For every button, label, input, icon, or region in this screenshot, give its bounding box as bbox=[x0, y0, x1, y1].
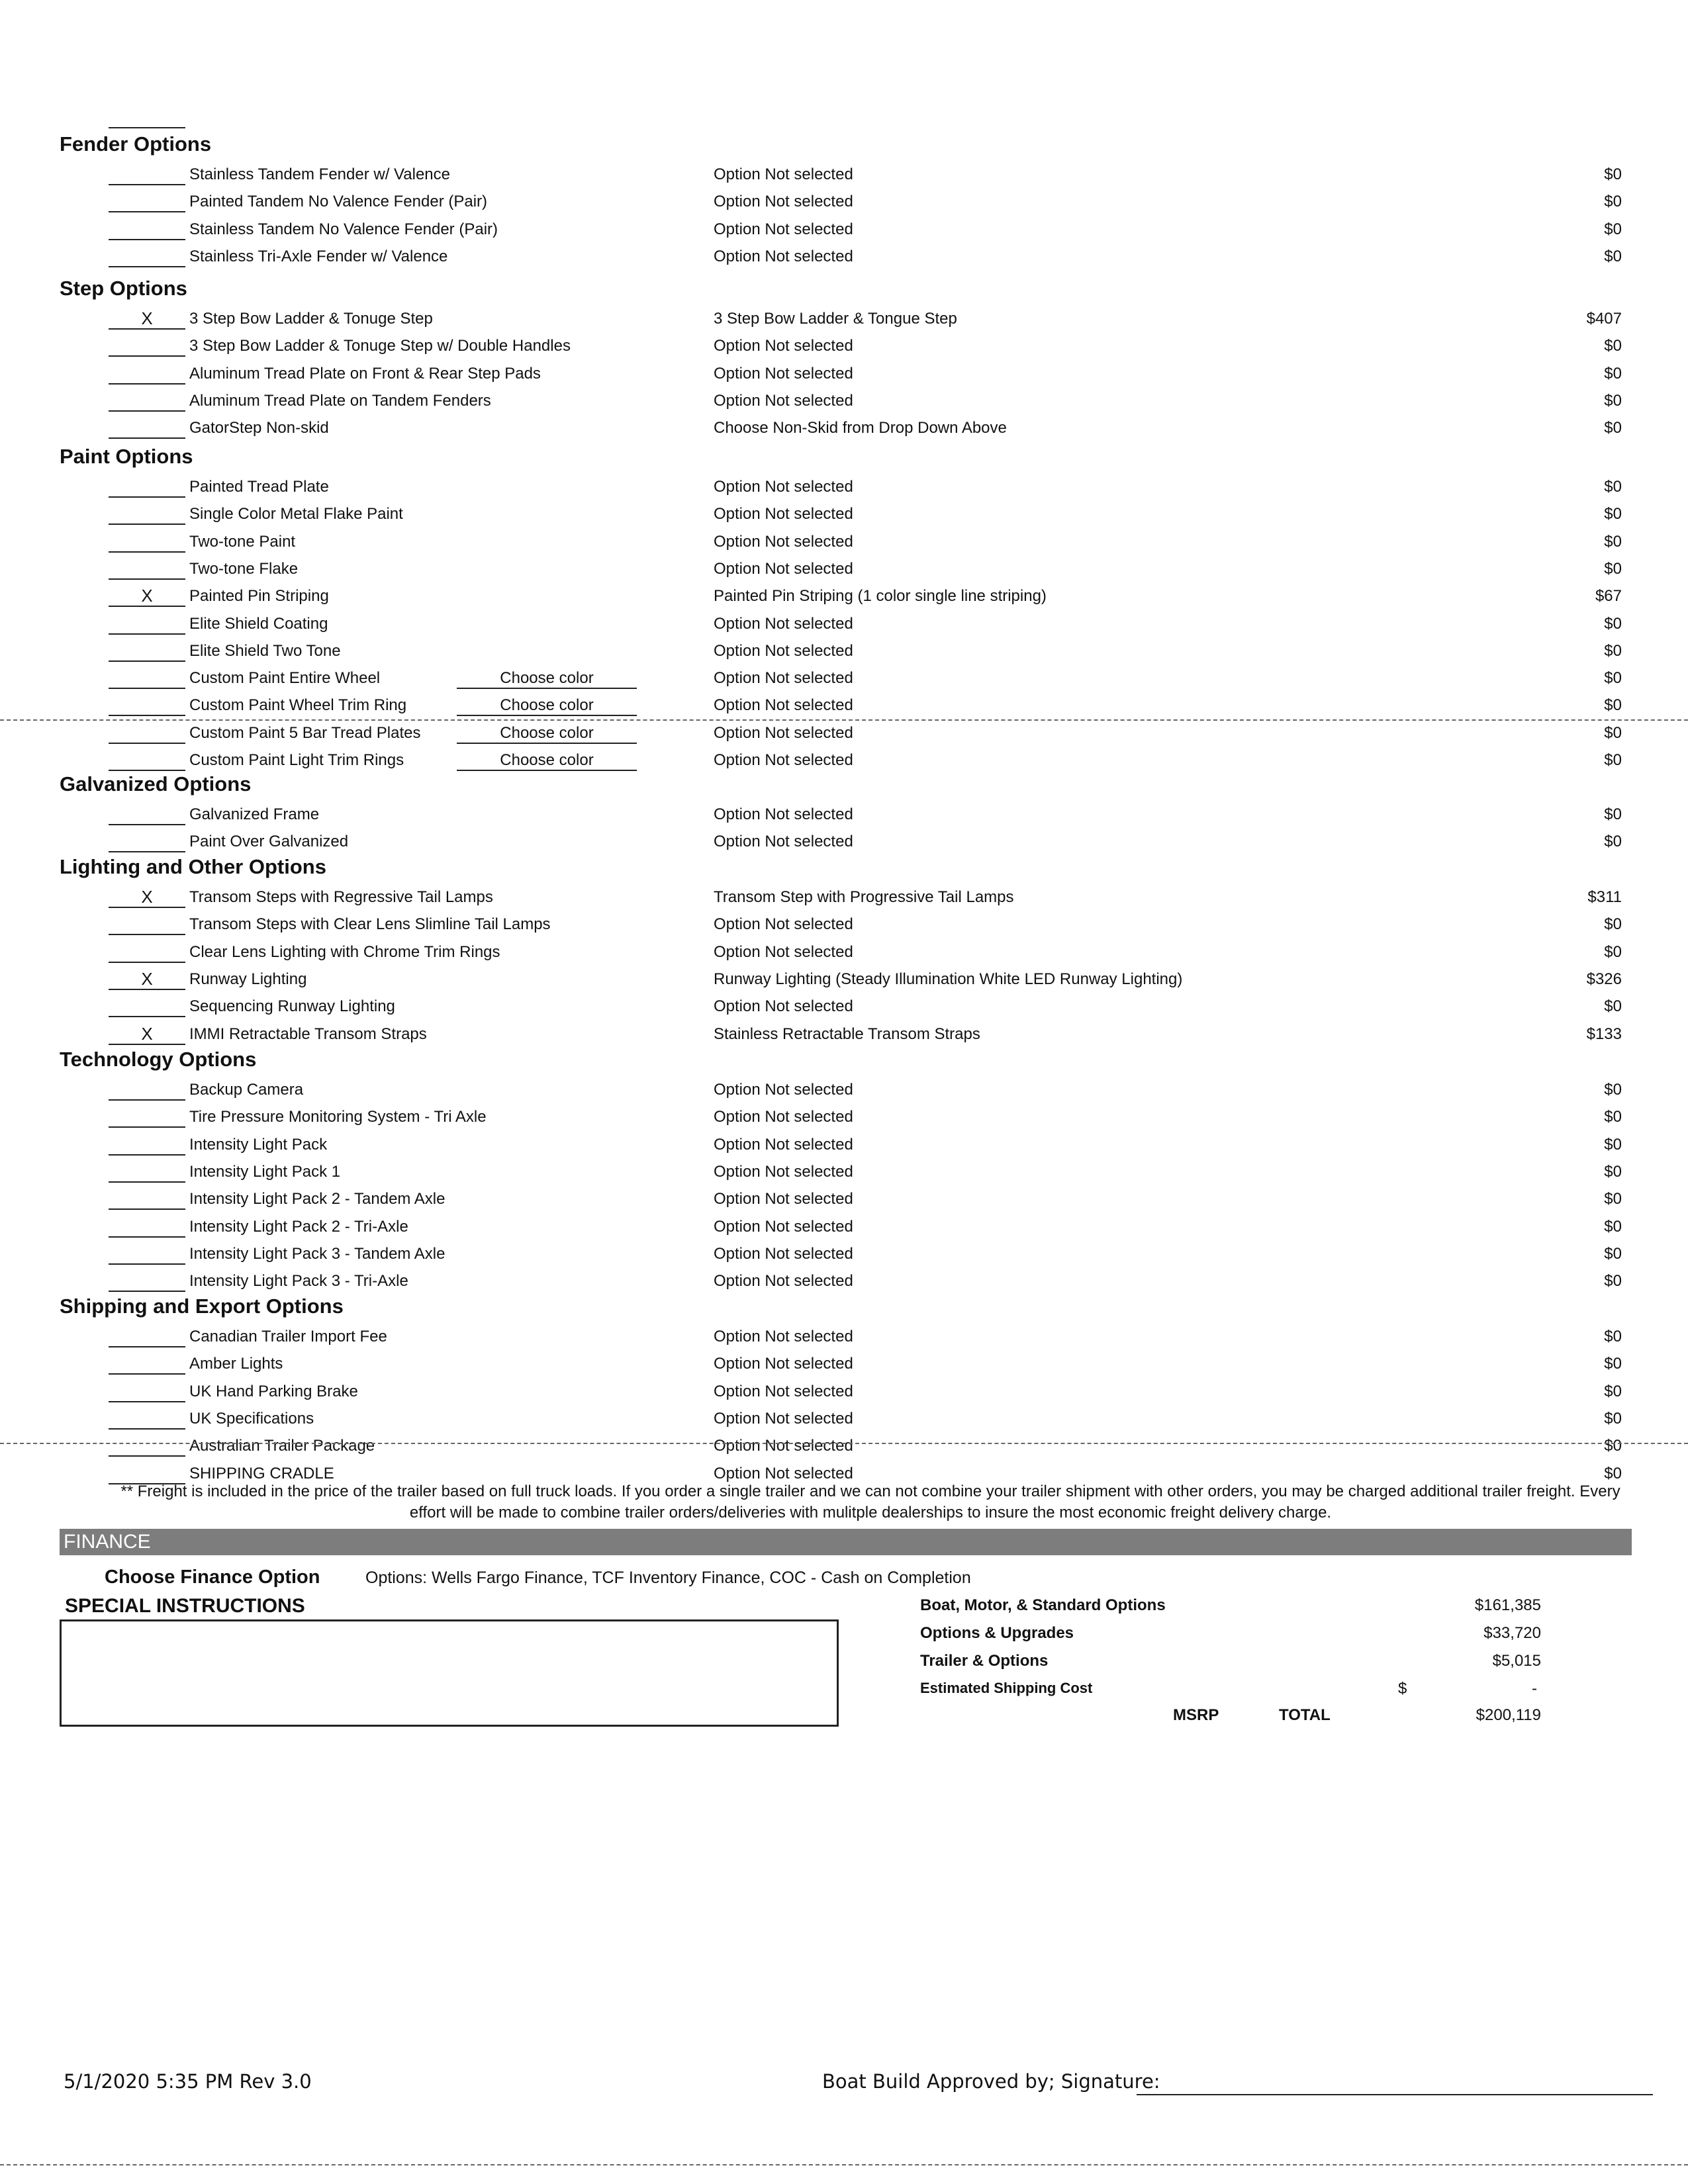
option-label: Clear Lens Lighting with Chrome Trim Rings bbox=[189, 942, 500, 961]
choose-color-dropdown[interactable]: Choose color bbox=[457, 750, 637, 771]
option-status: Option Not selected bbox=[714, 751, 853, 769]
option-checkbox[interactable] bbox=[109, 723, 185, 744]
option-checkbox[interactable] bbox=[109, 1271, 185, 1292]
option-row bbox=[0, 614, 1688, 640]
option-checkbox[interactable] bbox=[109, 1107, 185, 1128]
top-rule bbox=[109, 127, 185, 128]
option-status: Option Not selected bbox=[714, 723, 853, 742]
summary-options-value: $33,720 bbox=[1483, 1624, 1541, 1642]
option-checkbox[interactable] bbox=[109, 1216, 185, 1238]
option-row bbox=[0, 586, 1688, 612]
option-status: Option Not selected bbox=[714, 559, 853, 578]
finance-choose-label: Choose Finance Option bbox=[105, 1567, 320, 1588]
option-row bbox=[0, 308, 1688, 335]
option-label: Stainless Tandem Fender w/ Valence bbox=[189, 165, 450, 183]
option-row bbox=[0, 1189, 1688, 1215]
option-checkbox[interactable] bbox=[109, 831, 185, 852]
option-row bbox=[0, 1408, 1688, 1435]
option-label: Transom Steps with Regressive Tail Lamps bbox=[189, 888, 493, 906]
option-price: $0 bbox=[1604, 1081, 1622, 1099]
option-row bbox=[0, 1024, 1688, 1050]
option-row bbox=[0, 1381, 1688, 1408]
option-status: Option Not selected bbox=[714, 247, 853, 265]
option-checkbox[interactable] bbox=[109, 668, 185, 689]
option-row bbox=[0, 1353, 1688, 1380]
option-label: Painted Pin Striping bbox=[189, 587, 329, 606]
option-row bbox=[0, 219, 1688, 246]
option-price: $0 bbox=[1604, 1108, 1622, 1126]
option-checkbox[interactable] bbox=[109, 246, 185, 267]
option-checkbox[interactable] bbox=[109, 477, 185, 498]
msrp-label: MSRP bbox=[1173, 1706, 1219, 1724]
option-status: Option Not selected bbox=[714, 942, 853, 961]
option-status: Option Not selected bbox=[714, 1437, 853, 1455]
option-row bbox=[0, 695, 1688, 721]
option-price: $0 bbox=[1604, 614, 1622, 633]
option-label: Painted Tread Plate bbox=[189, 478, 329, 496]
option-checkbox[interactable] bbox=[109, 191, 185, 212]
option-price: $0 bbox=[1604, 1382, 1622, 1400]
option-price: $0 bbox=[1604, 1437, 1622, 1455]
option-status: Option Not selected bbox=[714, 1108, 853, 1126]
option-price: $0 bbox=[1604, 805, 1622, 823]
option-price: $0 bbox=[1604, 696, 1622, 715]
option-status: Option Not selected bbox=[714, 641, 853, 660]
summary-options-label: Options & Upgrades bbox=[920, 1624, 1074, 1642]
option-price: $0 bbox=[1604, 942, 1622, 961]
option-price: $0 bbox=[1604, 1217, 1622, 1236]
option-label: UK Hand Parking Brake bbox=[189, 1382, 358, 1400]
option-price: $0 bbox=[1604, 1244, 1622, 1263]
option-checkbox[interactable] bbox=[109, 1353, 185, 1375]
option-price: $311 bbox=[1587, 888, 1622, 906]
special-instructions-box[interactable] bbox=[60, 1619, 839, 1727]
option-label: Runway Lighting bbox=[189, 970, 307, 988]
scan-artifact-line bbox=[0, 2164, 1688, 2165]
option-checkbox[interactable] bbox=[109, 1079, 185, 1101]
option-checkbox[interactable] bbox=[109, 390, 185, 412]
option-label: Custom Paint Light Trim Rings bbox=[189, 751, 404, 769]
option-checkbox[interactable] bbox=[109, 504, 185, 525]
option-status: Option Not selected bbox=[714, 1190, 853, 1208]
special-instructions-title: SPECIAL INSTRUCTIONS bbox=[65, 1595, 305, 1617]
choose-color-dropdown[interactable]: Choose color bbox=[457, 668, 637, 689]
option-checkbox[interactable] bbox=[109, 1244, 185, 1265]
option-price: $0 bbox=[1604, 723, 1622, 742]
option-price: $0 bbox=[1604, 1464, 1622, 1482]
option-price: $0 bbox=[1604, 641, 1622, 660]
option-checkbox[interactable] bbox=[109, 750, 185, 771]
option-row bbox=[0, 164, 1688, 191]
option-label: Intensity Light Pack 2 - Tri-Axle bbox=[189, 1217, 408, 1236]
total-label: TOTAL bbox=[1279, 1706, 1331, 1724]
option-status: Option Not selected bbox=[714, 1272, 853, 1291]
option-label: Painted Tandem No Valence Fender (Pair) bbox=[189, 193, 488, 211]
option-row bbox=[0, 804, 1688, 831]
section-title: Shipping and Export Options bbox=[60, 1295, 344, 1318]
option-price: $0 bbox=[1604, 1190, 1622, 1208]
option-price: $0 bbox=[1604, 364, 1622, 383]
summary-trailer-label: Trailer & Options bbox=[920, 1652, 1049, 1670]
option-checkbox[interactable] bbox=[109, 1161, 185, 1183]
option-price: $0 bbox=[1604, 1355, 1622, 1373]
option-label: Elite Shield Two Tone bbox=[189, 641, 341, 660]
option-price: $0 bbox=[1604, 915, 1622, 934]
option-row bbox=[0, 390, 1688, 417]
option-label: Intensity Light Pack bbox=[189, 1135, 328, 1154]
option-status: Runway Lighting (Steady Illumination White LED Runway Lighting) bbox=[714, 970, 1183, 988]
option-checkbox[interactable] bbox=[109, 1435, 185, 1457]
option-price: $0 bbox=[1604, 391, 1622, 410]
option-status: Option Not selected bbox=[714, 1328, 853, 1345]
option-row bbox=[0, 336, 1688, 362]
option-row bbox=[0, 1079, 1688, 1106]
summary-trailer-value: $5,015 bbox=[1492, 1652, 1541, 1670]
option-status: Choose Non-Skid from Drop Down Above bbox=[714, 419, 1007, 437]
option-label: Galvanized Frame bbox=[189, 805, 320, 823]
option-checkbox[interactable] bbox=[109, 531, 185, 553]
option-checkbox[interactable] bbox=[109, 559, 185, 580]
option-price: $0 bbox=[1604, 247, 1622, 265]
option-price: $0 bbox=[1604, 165, 1622, 183]
option-checkbox[interactable] bbox=[109, 1189, 185, 1210]
option-label: Amber Lights bbox=[189, 1355, 283, 1373]
option-price: $0 bbox=[1604, 1328, 1622, 1345]
option-label: Single Color Metal Flake Paint bbox=[189, 505, 403, 523]
option-status: Option Not selected bbox=[714, 1355, 853, 1373]
option-price: $0 bbox=[1604, 1272, 1622, 1291]
section-title: Lighting and Other Options bbox=[60, 855, 326, 878]
option-status: Option Not selected bbox=[714, 220, 853, 238]
option-price: $0 bbox=[1604, 505, 1622, 523]
summary-shipping-label: Estimated Shipping Cost bbox=[920, 1680, 1093, 1696]
option-price: $0 bbox=[1604, 193, 1622, 211]
section-title: Galvanized Options bbox=[60, 772, 252, 796]
option-status: Option Not selected bbox=[714, 696, 853, 715]
option-status: Option Not selected bbox=[714, 478, 853, 496]
option-row bbox=[0, 641, 1688, 667]
scan-artifact-line bbox=[0, 719, 1688, 721]
option-status: Option Not selected bbox=[714, 614, 853, 633]
option-status: Option Not selected bbox=[714, 165, 853, 183]
option-status: Option Not selected bbox=[714, 1135, 853, 1154]
finance-header: FINANCE bbox=[60, 1529, 1632, 1555]
option-label: 3 Step Bow Ladder & Tonuge Step bbox=[189, 310, 433, 328]
option-row bbox=[0, 723, 1688, 749]
option-checkbox[interactable] bbox=[109, 164, 185, 185]
option-price: $0 bbox=[1604, 997, 1622, 1016]
option-price: $0 bbox=[1604, 1162, 1622, 1181]
option-checkbox[interactable]: X bbox=[109, 887, 185, 908]
option-label: Transom Steps with Clear Lens Slimline Tail Lamps bbox=[189, 915, 551, 934]
option-status: Option Not selected bbox=[714, 364, 853, 383]
summary-shipping-currency: $ bbox=[1398, 1680, 1407, 1698]
option-row bbox=[0, 418, 1688, 444]
option-price: $67 bbox=[1595, 587, 1622, 606]
option-checkbox[interactable] bbox=[109, 1134, 185, 1156]
option-status: Option Not selected bbox=[714, 193, 853, 211]
option-checkbox[interactable] bbox=[109, 1326, 185, 1347]
option-price: $0 bbox=[1604, 751, 1622, 769]
option-checkbox[interactable] bbox=[109, 942, 185, 963]
option-price: $0 bbox=[1604, 833, 1622, 851]
option-row bbox=[0, 1161, 1688, 1188]
option-row bbox=[0, 477, 1688, 503]
option-price: $0 bbox=[1604, 478, 1622, 496]
summary-shipping-value: - bbox=[1532, 1680, 1537, 1698]
option-row bbox=[0, 1326, 1688, 1353]
choose-color-dropdown[interactable]: Choose color bbox=[457, 723, 637, 744]
option-checkbox[interactable] bbox=[109, 363, 185, 385]
option-label: Sequencing Runway Lighting bbox=[189, 997, 395, 1016]
option-row bbox=[0, 996, 1688, 1023]
freight-note-line1: ** Freight is included in the price of the trailer based on full truck loads. If you order a single trailer and we can not combine your trailer shipment with other orders, you may be charged additional trailer freight. Every bbox=[120, 1482, 1620, 1500]
option-row bbox=[0, 831, 1688, 858]
summary-boat-value: $161,385 bbox=[1474, 1596, 1541, 1614]
option-label: Aluminum Tread Plate on Tandem Fenders bbox=[189, 391, 491, 410]
option-price: $326 bbox=[1586, 970, 1622, 988]
option-label: 3 Step Bow Ladder & Tonuge Step w/ Double Handles bbox=[189, 337, 571, 355]
option-checkbox[interactable]: X bbox=[109, 969, 185, 990]
option-status: Option Not selected bbox=[714, 805, 853, 823]
option-status: Option Not selected bbox=[714, 1217, 853, 1236]
option-checkbox[interactable] bbox=[109, 804, 185, 825]
option-label: Tire Pressure Monitoring System - Tri Axle bbox=[189, 1108, 487, 1126]
option-label: Two-tone Paint bbox=[189, 532, 296, 551]
option-status: Option Not selected bbox=[714, 505, 853, 523]
section-title: Paint Options bbox=[60, 445, 193, 468]
footer-date-revision: 5/1/2020 5:35 PM Rev 3.0 bbox=[64, 2070, 312, 2093]
option-label: Custom Paint Entire Wheel bbox=[189, 669, 381, 688]
option-checkbox[interactable] bbox=[109, 1381, 185, 1402]
option-label: Intensity Light Pack 3 - Tandem Axle bbox=[189, 1244, 445, 1263]
approval-signature-label: Boat Build Approved by; Signature: bbox=[822, 2070, 1160, 2093]
option-price: $0 bbox=[1604, 1409, 1622, 1428]
option-row bbox=[0, 1271, 1688, 1297]
option-row bbox=[0, 887, 1688, 913]
option-price: $0 bbox=[1604, 220, 1622, 238]
option-label: Elite Shield Coating bbox=[189, 614, 328, 633]
option-checkbox[interactable] bbox=[109, 418, 185, 439]
option-row bbox=[0, 969, 1688, 995]
option-price: $133 bbox=[1586, 1024, 1622, 1043]
option-status: Option Not selected bbox=[714, 1244, 853, 1263]
option-checkbox[interactable]: X bbox=[109, 586, 185, 607]
option-row bbox=[0, 942, 1688, 968]
option-status: Option Not selected bbox=[714, 997, 853, 1016]
option-label: SHIPPING CRADLE bbox=[189, 1464, 334, 1482]
option-price: $0 bbox=[1604, 419, 1622, 437]
scan-artifact-line bbox=[0, 1443, 1688, 1444]
option-checkbox[interactable] bbox=[109, 695, 185, 716]
option-price: $0 bbox=[1604, 559, 1622, 578]
option-status: Option Not selected bbox=[714, 337, 853, 355]
freight-note-line2: effort will be made to combine trailer orders/deliveries with mulitple dealerships to insure the most economic freight delivery charge. bbox=[409, 1504, 1332, 1522]
option-checkbox[interactable] bbox=[109, 614, 185, 635]
option-status: Stainless Retractable Transom Straps bbox=[714, 1024, 980, 1043]
option-status: Option Not selected bbox=[714, 833, 853, 851]
option-label: Intensity Light Pack 1 bbox=[189, 1162, 341, 1181]
option-price: $0 bbox=[1604, 669, 1622, 688]
option-price: $407 bbox=[1586, 310, 1622, 328]
option-label: IMMI Retractable Transom Straps bbox=[189, 1024, 427, 1043]
option-status: Option Not selected bbox=[714, 532, 853, 551]
option-label: Canadian Trailer Import Fee bbox=[189, 1328, 387, 1345]
option-status: Option Not selected bbox=[714, 669, 853, 688]
option-label: Australian Trailer Package bbox=[189, 1437, 375, 1455]
option-status: Option Not selected bbox=[714, 1382, 853, 1400]
option-checkbox[interactable] bbox=[109, 996, 185, 1017]
option-row bbox=[0, 531, 1688, 558]
option-checkbox[interactable]: X bbox=[109, 1024, 185, 1045]
option-checkbox[interactable] bbox=[109, 1408, 185, 1430]
option-row bbox=[0, 1435, 1688, 1462]
option-status: Transom Step with Progressive Tail Lamps bbox=[714, 888, 1014, 906]
option-row bbox=[0, 914, 1688, 940]
option-label: Stainless Tandem No Valence Fender (Pair) bbox=[189, 220, 498, 238]
option-row bbox=[0, 191, 1688, 218]
option-row bbox=[0, 668, 1688, 694]
option-label: Two-tone Flake bbox=[189, 559, 299, 578]
option-price: $0 bbox=[1604, 337, 1622, 355]
option-checkbox[interactable]: X bbox=[109, 308, 185, 330]
section-title: Step Options bbox=[60, 277, 187, 300]
option-label: Custom Paint Wheel Trim Ring bbox=[189, 696, 407, 715]
option-row bbox=[0, 246, 1688, 273]
option-checkbox[interactable] bbox=[109, 219, 185, 240]
option-status: Option Not selected bbox=[714, 1464, 853, 1482]
option-row bbox=[0, 363, 1688, 390]
section-title: Technology Options bbox=[60, 1048, 257, 1071]
option-row bbox=[0, 559, 1688, 585]
option-status: 3 Step Bow Ladder & Tongue Step bbox=[714, 310, 957, 328]
option-row bbox=[0, 1107, 1688, 1133]
option-label: Paint Over Galvanized bbox=[189, 833, 349, 851]
option-label: GatorStep Non-skid bbox=[189, 419, 329, 437]
option-row bbox=[0, 1244, 1688, 1270]
option-label: Intensity Light Pack 2 - Tandem Axle bbox=[189, 1190, 445, 1208]
option-status: Option Not selected bbox=[714, 1409, 853, 1428]
option-label: Custom Paint 5 Bar Tread Plates bbox=[189, 723, 421, 742]
option-label: UK Specifications bbox=[189, 1409, 314, 1428]
option-checkbox[interactable] bbox=[109, 641, 185, 662]
option-price: $0 bbox=[1604, 1135, 1622, 1154]
option-row bbox=[0, 750, 1688, 776]
option-status: Option Not selected bbox=[714, 391, 853, 410]
summary-boat-label: Boat, Motor, & Standard Options bbox=[920, 1596, 1166, 1614]
option-label: Intensity Light Pack 3 - Tri-Axle bbox=[189, 1272, 408, 1291]
section-title: Fender Options bbox=[60, 132, 212, 156]
option-row bbox=[0, 1134, 1688, 1161]
option-label: Backup Camera bbox=[189, 1081, 304, 1099]
option-status: Option Not selected bbox=[714, 1081, 853, 1099]
option-checkbox[interactable] bbox=[109, 336, 185, 357]
signature-line[interactable] bbox=[1137, 2094, 1653, 2095]
option-checkbox[interactable] bbox=[109, 914, 185, 935]
option-row bbox=[0, 504, 1688, 530]
option-status: Painted Pin Striping (1 color single line striping) bbox=[714, 587, 1047, 606]
option-status: Option Not selected bbox=[714, 1162, 853, 1181]
option-label: Aluminum Tread Plate on Front & Rear Step Pads bbox=[189, 364, 541, 383]
option-price: $0 bbox=[1604, 532, 1622, 551]
choose-color-dropdown[interactable]: Choose color bbox=[457, 695, 637, 716]
finance-options: Options: Wells Fargo Finance, TCF Inventory Finance, COC - Cash on Completion bbox=[365, 1569, 971, 1587]
total-value: $200,119 bbox=[1476, 1706, 1541, 1724]
option-status: Option Not selected bbox=[714, 915, 853, 934]
option-label: Stainless Tri-Axle Fender w/ Valence bbox=[189, 247, 448, 265]
option-row bbox=[0, 1216, 1688, 1243]
